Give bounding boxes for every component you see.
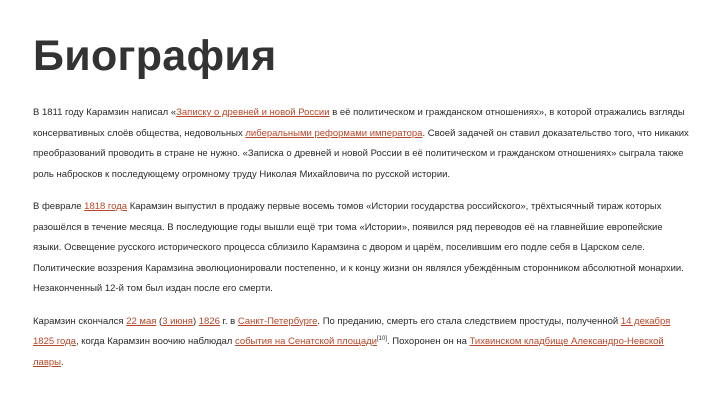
text-run: ( bbox=[156, 315, 163, 327]
reference-marker[interactable]: [10] bbox=[376, 335, 387, 342]
article-body bbox=[33, 103, 693, 373]
text-run: В 1811 году Карамзин написал « bbox=[33, 107, 177, 118]
link-liberal-reforms[interactable]: либеральными реформами императора bbox=[245, 127, 423, 139]
link-tikhvin-cemetery[interactable]: Тихвинском кладбище Александро-Невской лавры bbox=[33, 336, 664, 368]
page-title: Биография bbox=[33, 32, 277, 80]
text-run: , когда Карамзин воочию наблюдал bbox=[75, 336, 235, 347]
link-1818[interactable]: 1818 года bbox=[84, 201, 128, 212]
paragraph-3 bbox=[33, 312, 693, 374]
link-3-june[interactable]: 3 июня bbox=[162, 315, 193, 327]
link-1826[interactable]: 1826 bbox=[198, 315, 220, 327]
text-run: . По преданию, смерть его стала следствием простуды, полученной bbox=[317, 315, 621, 327]
text-run: ) bbox=[192, 315, 199, 327]
link-senate-square-events[interactable]: события на Сенатской площади bbox=[234, 336, 377, 347]
paragraph-1 bbox=[33, 103, 693, 185]
link-saint-petersburg[interactable]: Санкт-Петербурге bbox=[237, 315, 318, 327]
text-run: Карамзин скончался bbox=[33, 315, 127, 327]
link-22-may[interactable]: 22 мая bbox=[126, 315, 157, 327]
text-run: В феврале bbox=[33, 201, 85, 212]
text-run: . bbox=[61, 356, 64, 368]
text-run: в её политическом и гражданском отношениях», в которой отражались взгляды консервативных слоёв общества, недовольных bbox=[33, 107, 685, 139]
text-run: . Своей задачей он ставил доказательство того, что никаких преобразований проводить в стране не нужно. «Записка о древней и новой России в её политическом и гражданском отношениях» сыграла также роль набросков к последующему огромному труду Николая Михайловича по русской истории. bbox=[33, 127, 689, 180]
link-zapiska[interactable]: Записку о древней и новой России bbox=[176, 107, 330, 118]
text-run: Карамзин выпустил в продажу первые восемь томов «Истории государства российского», трёхтысячный тираж которых разошёлся в течение месяца. В последующие годы вышли ещё три тома «Истории», появился ряд переводов её на главнейшие европейские языки. Освещение русского исторического процесса сблизило Карамзина с двором и царём, поселившим его подле себя в Царском селе. Политические воззрения Карамзина эволюционировали постепенно, и к концу жизни он являлся убеждённым сторонником абсолютной монархии. Незаконченный 12-й том был издан после его смерти. bbox=[33, 201, 684, 294]
link-14-december[interactable]: 14 декабря bbox=[620, 315, 671, 327]
text-run: . Похоронен он на bbox=[386, 336, 470, 347]
paragraph-2 bbox=[33, 197, 693, 300]
link-1825[interactable]: 1825 года bbox=[33, 336, 76, 347]
text-run: г. в bbox=[219, 315, 238, 327]
